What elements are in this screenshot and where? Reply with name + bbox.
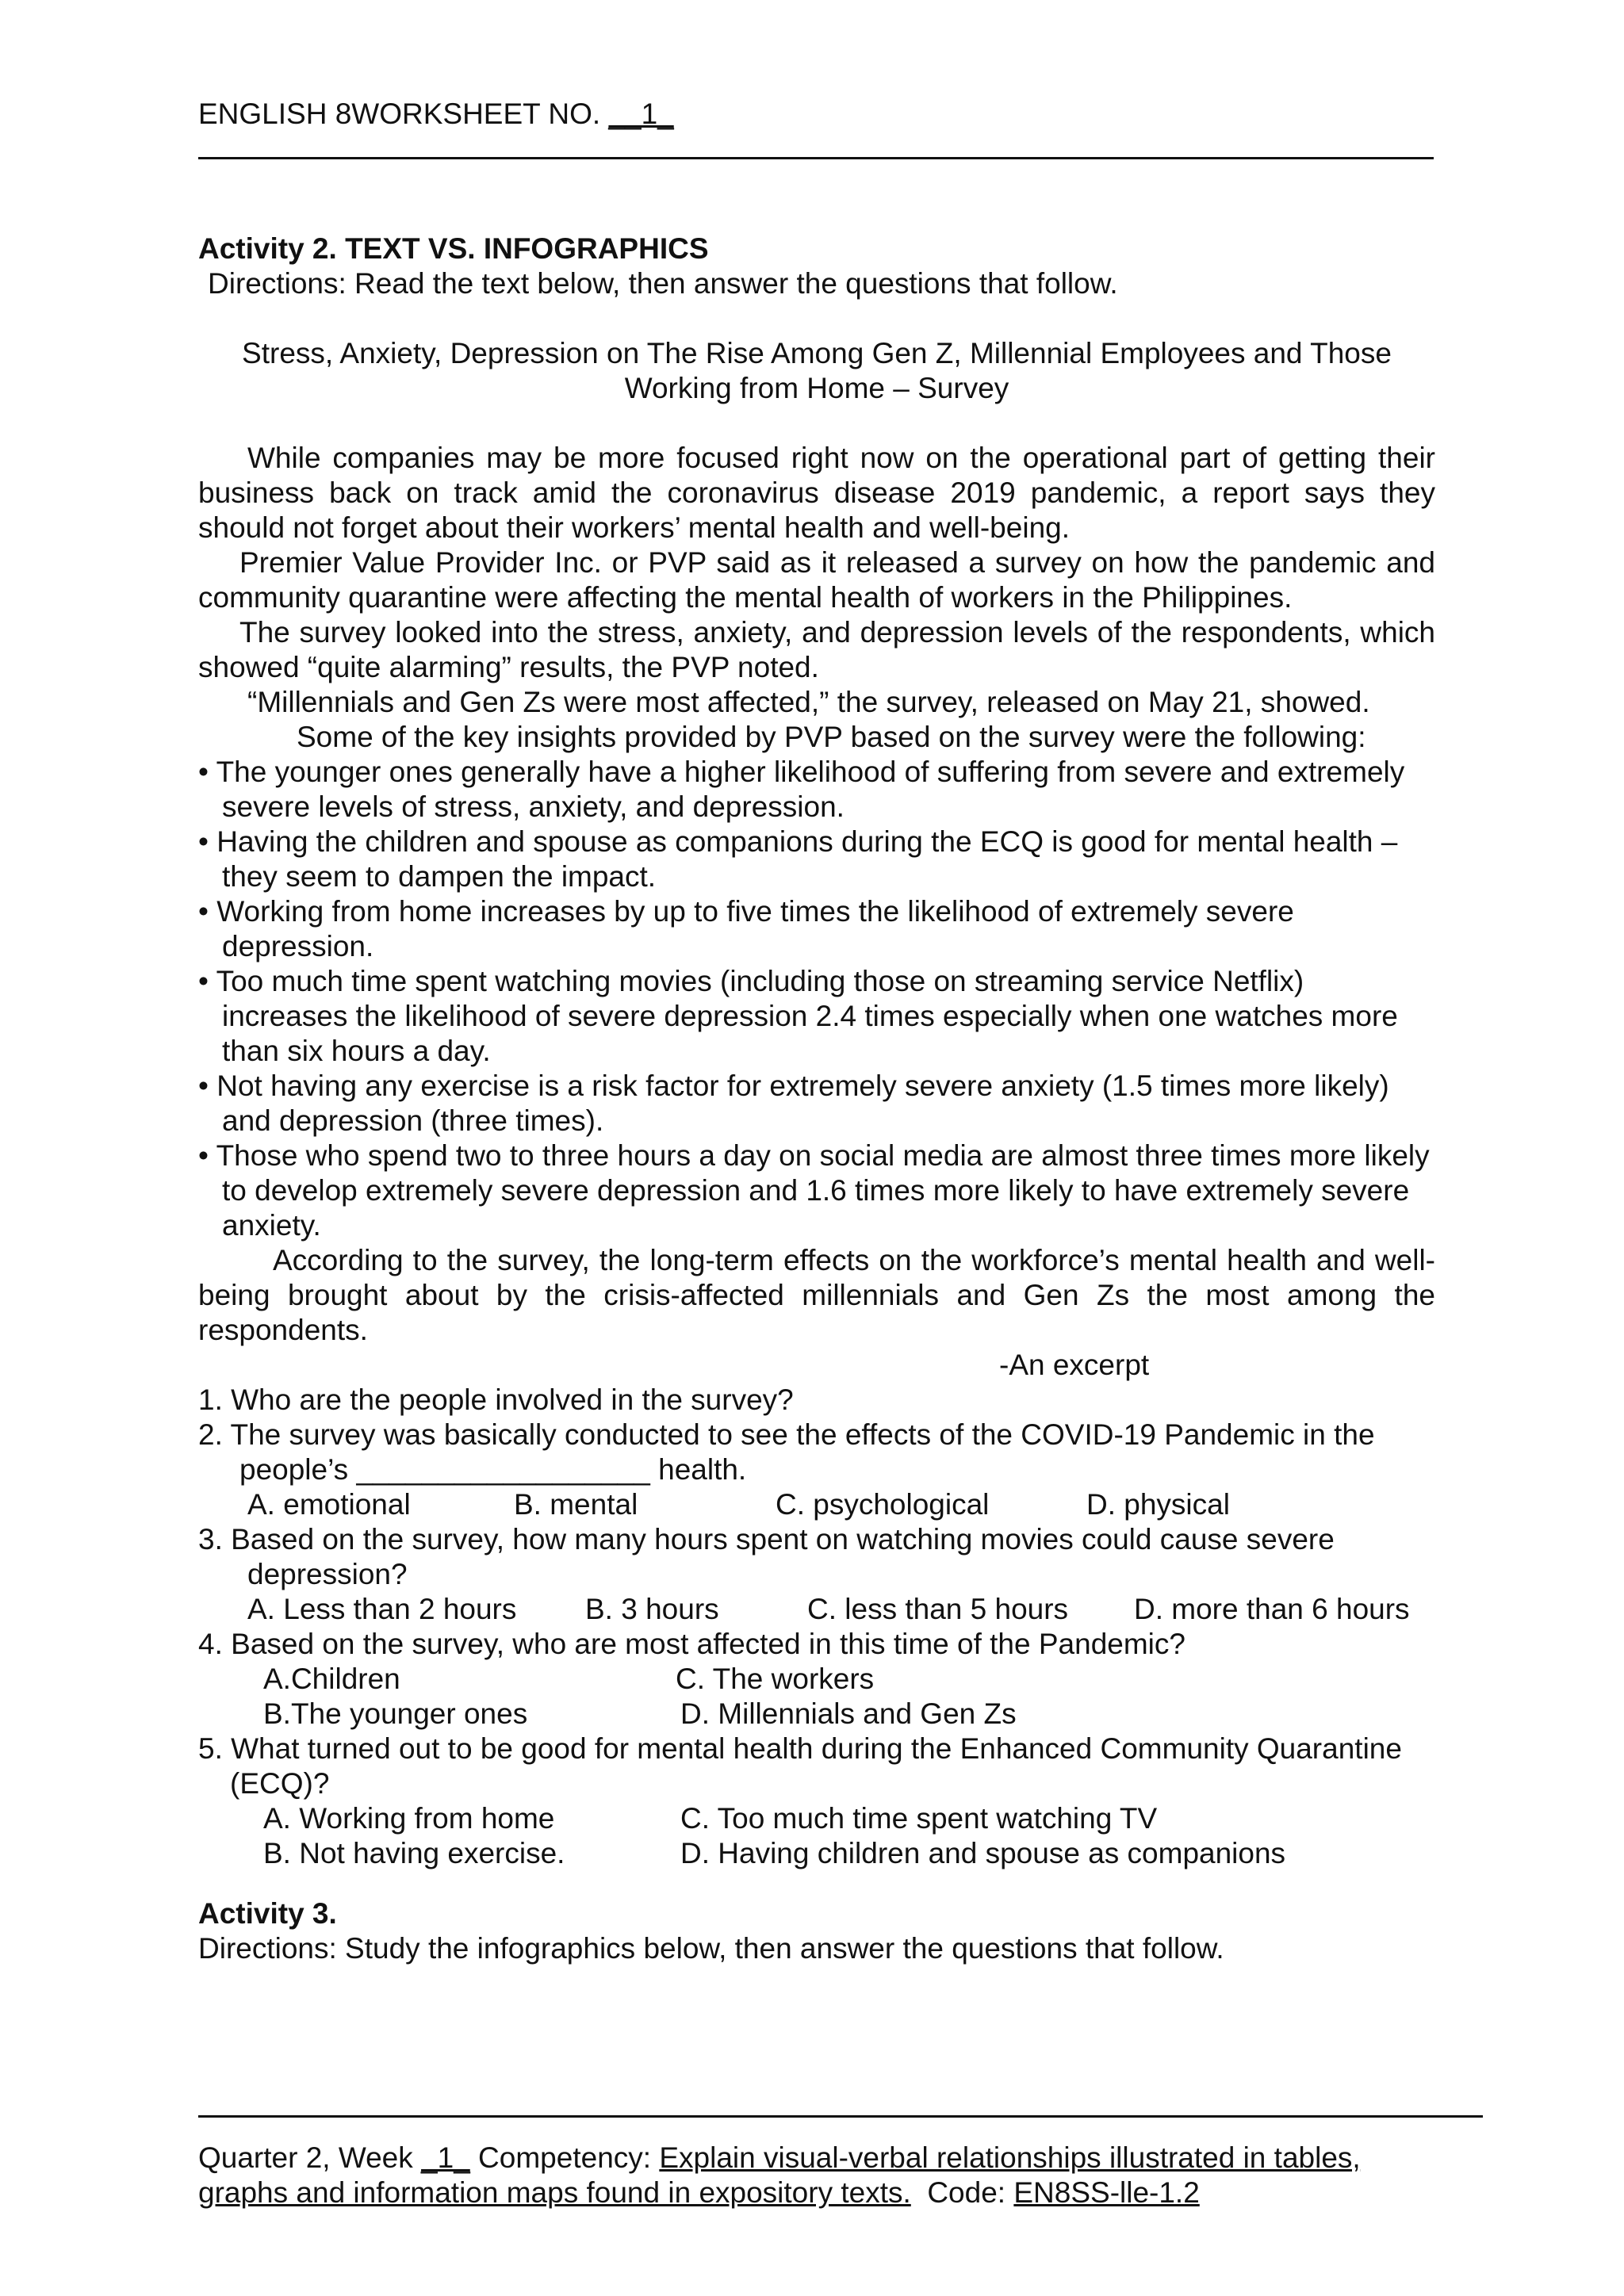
paragraph-2: Premier Value Provider Inc. or PVP said as it released a survey on how the pandemic and community quarantine were affecting the mental health of workers in the Philippines.	[198, 546, 1435, 614]
paragraph-3: The survey looked into the stress, anxiety, and depression levels of the respondents, which showed “quite alarming” results, the PVP noted.	[198, 616, 1435, 683]
q3-option-b: B. 3 hours	[585, 1593, 719, 1625]
question-1: 1. Who are the people involved in the survey?	[198, 1383, 794, 1416]
excerpt-note: -An excerpt	[999, 1349, 1150, 1381]
question-5-line1: 5. What turned out to be good for mental health during the Enhanced Community Quarantine	[198, 1732, 1402, 1765]
q2-option-c: C. psychological	[776, 1488, 990, 1521]
question-5-line2: (ECQ)?	[230, 1767, 330, 1800]
question-2	[198, 1418, 1435, 1522]
question-4-options-row2	[198, 1697, 1435, 1732]
q4-option-a: A.Children	[263, 1663, 400, 1695]
q3-option-a: A. Less than 2 hours	[247, 1593, 517, 1625]
q3-option-d: D. more than 6 hours	[1134, 1593, 1410, 1625]
q4-option-c: C. The workers	[676, 1663, 875, 1695]
article-title	[198, 336, 1435, 406]
bullet-item-5: • Not having any exercise is a risk factor for extremely severe anxiety (1.5 times more likely) and depression (three times).	[198, 1070, 1389, 1137]
question-5-options-row1	[198, 1801, 1435, 1836]
question-3-line1: 3. Based on the survey, how many hours spent on watching movies could cause severe	[198, 1523, 1335, 1556]
bullet-item-3: • Working from home increases by up to five times the likelihood of extremely severe depression.	[198, 895, 1294, 962]
question-3-line2: depression?	[247, 1558, 408, 1590]
q2-option-d: D. physical	[1086, 1488, 1230, 1521]
question-2-line1: 2. The survey was basically conducted to see the effects of the COVID-19 Pandemic in the	[198, 1418, 1375, 1451]
q2-option-a: A. emotional	[247, 1488, 411, 1521]
q4-option-b: B.The younger ones	[263, 1697, 528, 1730]
article-title-line2: Working from Home – Survey	[624, 372, 1009, 404]
question-4-line1: 4. Based on the survey, who are most affected in this time of the Pandemic?	[198, 1628, 1185, 1660]
question-3-options	[198, 1592, 1435, 1627]
paragraph-4: “Millennials and Gen Zs were most affected,” the survey, released on May 21, showed.	[247, 686, 1370, 718]
question-4-options-row1	[198, 1662, 1435, 1697]
bullet-item-6: • Those who spend two to three hours a day on social media are almost three times more likely to develop extremely severe depression and 1.6 times more likely to have extremely severe anxiety.	[198, 1139, 1430, 1242]
worksheet-title: ENGLISH 8WORKSHEET NO.	[198, 98, 609, 130]
activity2-directions: Directions: Read the text below, then answer the questions that follow.	[208, 267, 1118, 300]
footer-code: EN8SS-lle-1.2	[1013, 2176, 1200, 2209]
closing-paragraph: According to the survey, the long-term effects on the workforce’s mental health and well-being brought about by the crisis-affected millennials and Gen Zs the most among the respondents.	[198, 1244, 1435, 1346]
q4-option-d: D. Millennials and Gen Zs	[680, 1697, 1017, 1730]
footer-competency-label: Competency:	[469, 2141, 660, 2174]
worksheet-number: __1_	[608, 98, 674, 130]
footer-code-label: Code:	[910, 2176, 1014, 2209]
worksheet-header	[198, 97, 674, 132]
q5-option-c: C. Too much time spent watching TV	[680, 1802, 1158, 1835]
q5-option-b: B. Not having exercise.	[263, 1837, 565, 1869]
question-3	[198, 1522, 1435, 1627]
footer-competency-line2: graphs and information maps found in expository texts.	[198, 2176, 911, 2209]
footer-line2	[198, 2175, 1499, 2210]
question-5	[198, 1732, 1435, 1871]
question-2-line2: people’s __________________ health.	[239, 1453, 747, 1486]
q3-option-c: C. less than 5 hours	[807, 1593, 1069, 1625]
q2-option-b: B. mental	[514, 1488, 638, 1521]
article-body	[198, 441, 1435, 1871]
question-4	[198, 1627, 1435, 1732]
article-title-line1: Stress, Anxiety, Depression on The Rise Among Gen Z, Millennial Employees and Those	[242, 337, 1392, 369]
q5-option-d: D. Having children and spouse as companions	[680, 1837, 1286, 1869]
footer-divider	[198, 2115, 1483, 2118]
question-2-options	[198, 1487, 1435, 1522]
paragraph-1: While companies may be more focused right now on the operational part of getting their business back on track amid the coronavirus disease 2019 pandemic, a report says they should not forget about their workers’ mental health and well-being.	[198, 442, 1435, 544]
footer	[198, 2141, 1499, 2210]
bullet-item-4: • Too much time spent watching movies (including those on streaming service Netflix) increases the likelihood of severe depression 2.4 times especially when one watches more than six hours a day.	[198, 965, 1398, 1067]
footer-week: _1_	[421, 2141, 470, 2174]
bullet-item-1: • The younger ones generally have a higher likelihood of suffering from severe and extremely severe levels of stress, anxiety, and depression.	[198, 756, 1405, 823]
footer-competency-line1: Explain visual-verbal relationships illustrated in tables,	[659, 2141, 1361, 2174]
question-5-options-row2	[198, 1836, 1435, 1871]
activity2-title: Activity 2. TEXT VS. INFOGRAPHICS	[198, 232, 709, 265]
paragraph-5: Some of the key insights provided by PVP based on the survey were the following:	[297, 721, 1366, 753]
bullet-item-2: • Having the children and spouse as companions during the ECQ is good for mental health – they seem to dampen the impact.	[198, 825, 1398, 893]
footer-prefix: Quarter 2, Week	[198, 2141, 422, 2174]
q5-option-a: A. Working from home	[263, 1802, 555, 1835]
footer-line1	[198, 2141, 1499, 2175]
activity3-directions: Directions: Study the infographics below, then answer the questions that follow.	[198, 1932, 1224, 1965]
header-divider	[198, 157, 1434, 159]
activity3-title: Activity 3.	[198, 1897, 337, 1930]
